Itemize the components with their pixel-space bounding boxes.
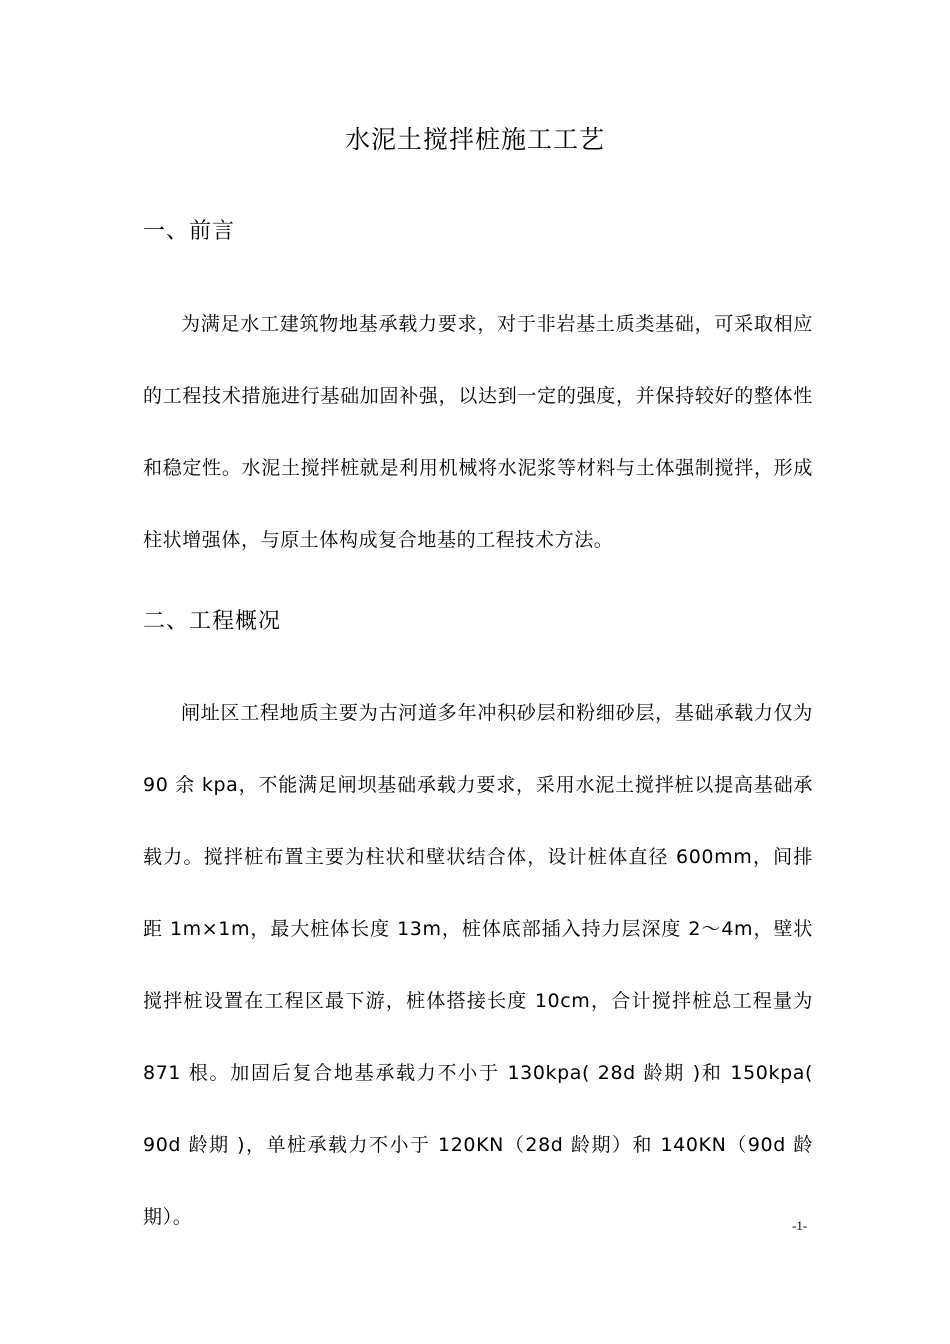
section-paragraph-preface: 为满足水工建筑物地基承载力要求，对于非岩基土质类基础，可采取相应的工程技术措施进行基础加固补强，以达到一定的强度，并保持较好的整体性和稳定性。水泥土搅拌桩就是利用机械将水泥浆等材料与土体强制搅拌，形成柱状增强体，与原土体构成复合地基的工程技术方法。 xyxy=(143,313,813,551)
section-heading-preface: 一、前言 xyxy=(143,219,236,244)
document-title: 水泥土搅拌桩施工工艺 xyxy=(344,125,605,154)
page-number: -1- xyxy=(792,1218,808,1233)
section-heading-overview: 二、工程概况 xyxy=(143,609,282,634)
section-paragraph-overview: 闸址区工程地质主要为古河道多年冲积砂层和粉细砂层，基础承载力仅为 90 余 kpa，不能满足闸坝基础承载力要求，采用水泥土搅拌桩以提高基础承载力。搅拌桩布置主要为柱状和壁状结合体，设计桩体直径 600mm，间排距 1m×1m，最大桩体长度 13m，桩体底部插入持力层深度 2～4m，壁状搅拌桩设置在工程区最下游，桩体搭接长度 10cm，合计搅拌桩总工程量为 871 根。加固后复合地基承载力不小于 130kpa( 28d 龄期 )和 150kpa( 90d 龄期 )，单桩承载力不小于 120KN（28d 龄期）和 140KN（90d 龄期）。 xyxy=(143,702,813,1228)
